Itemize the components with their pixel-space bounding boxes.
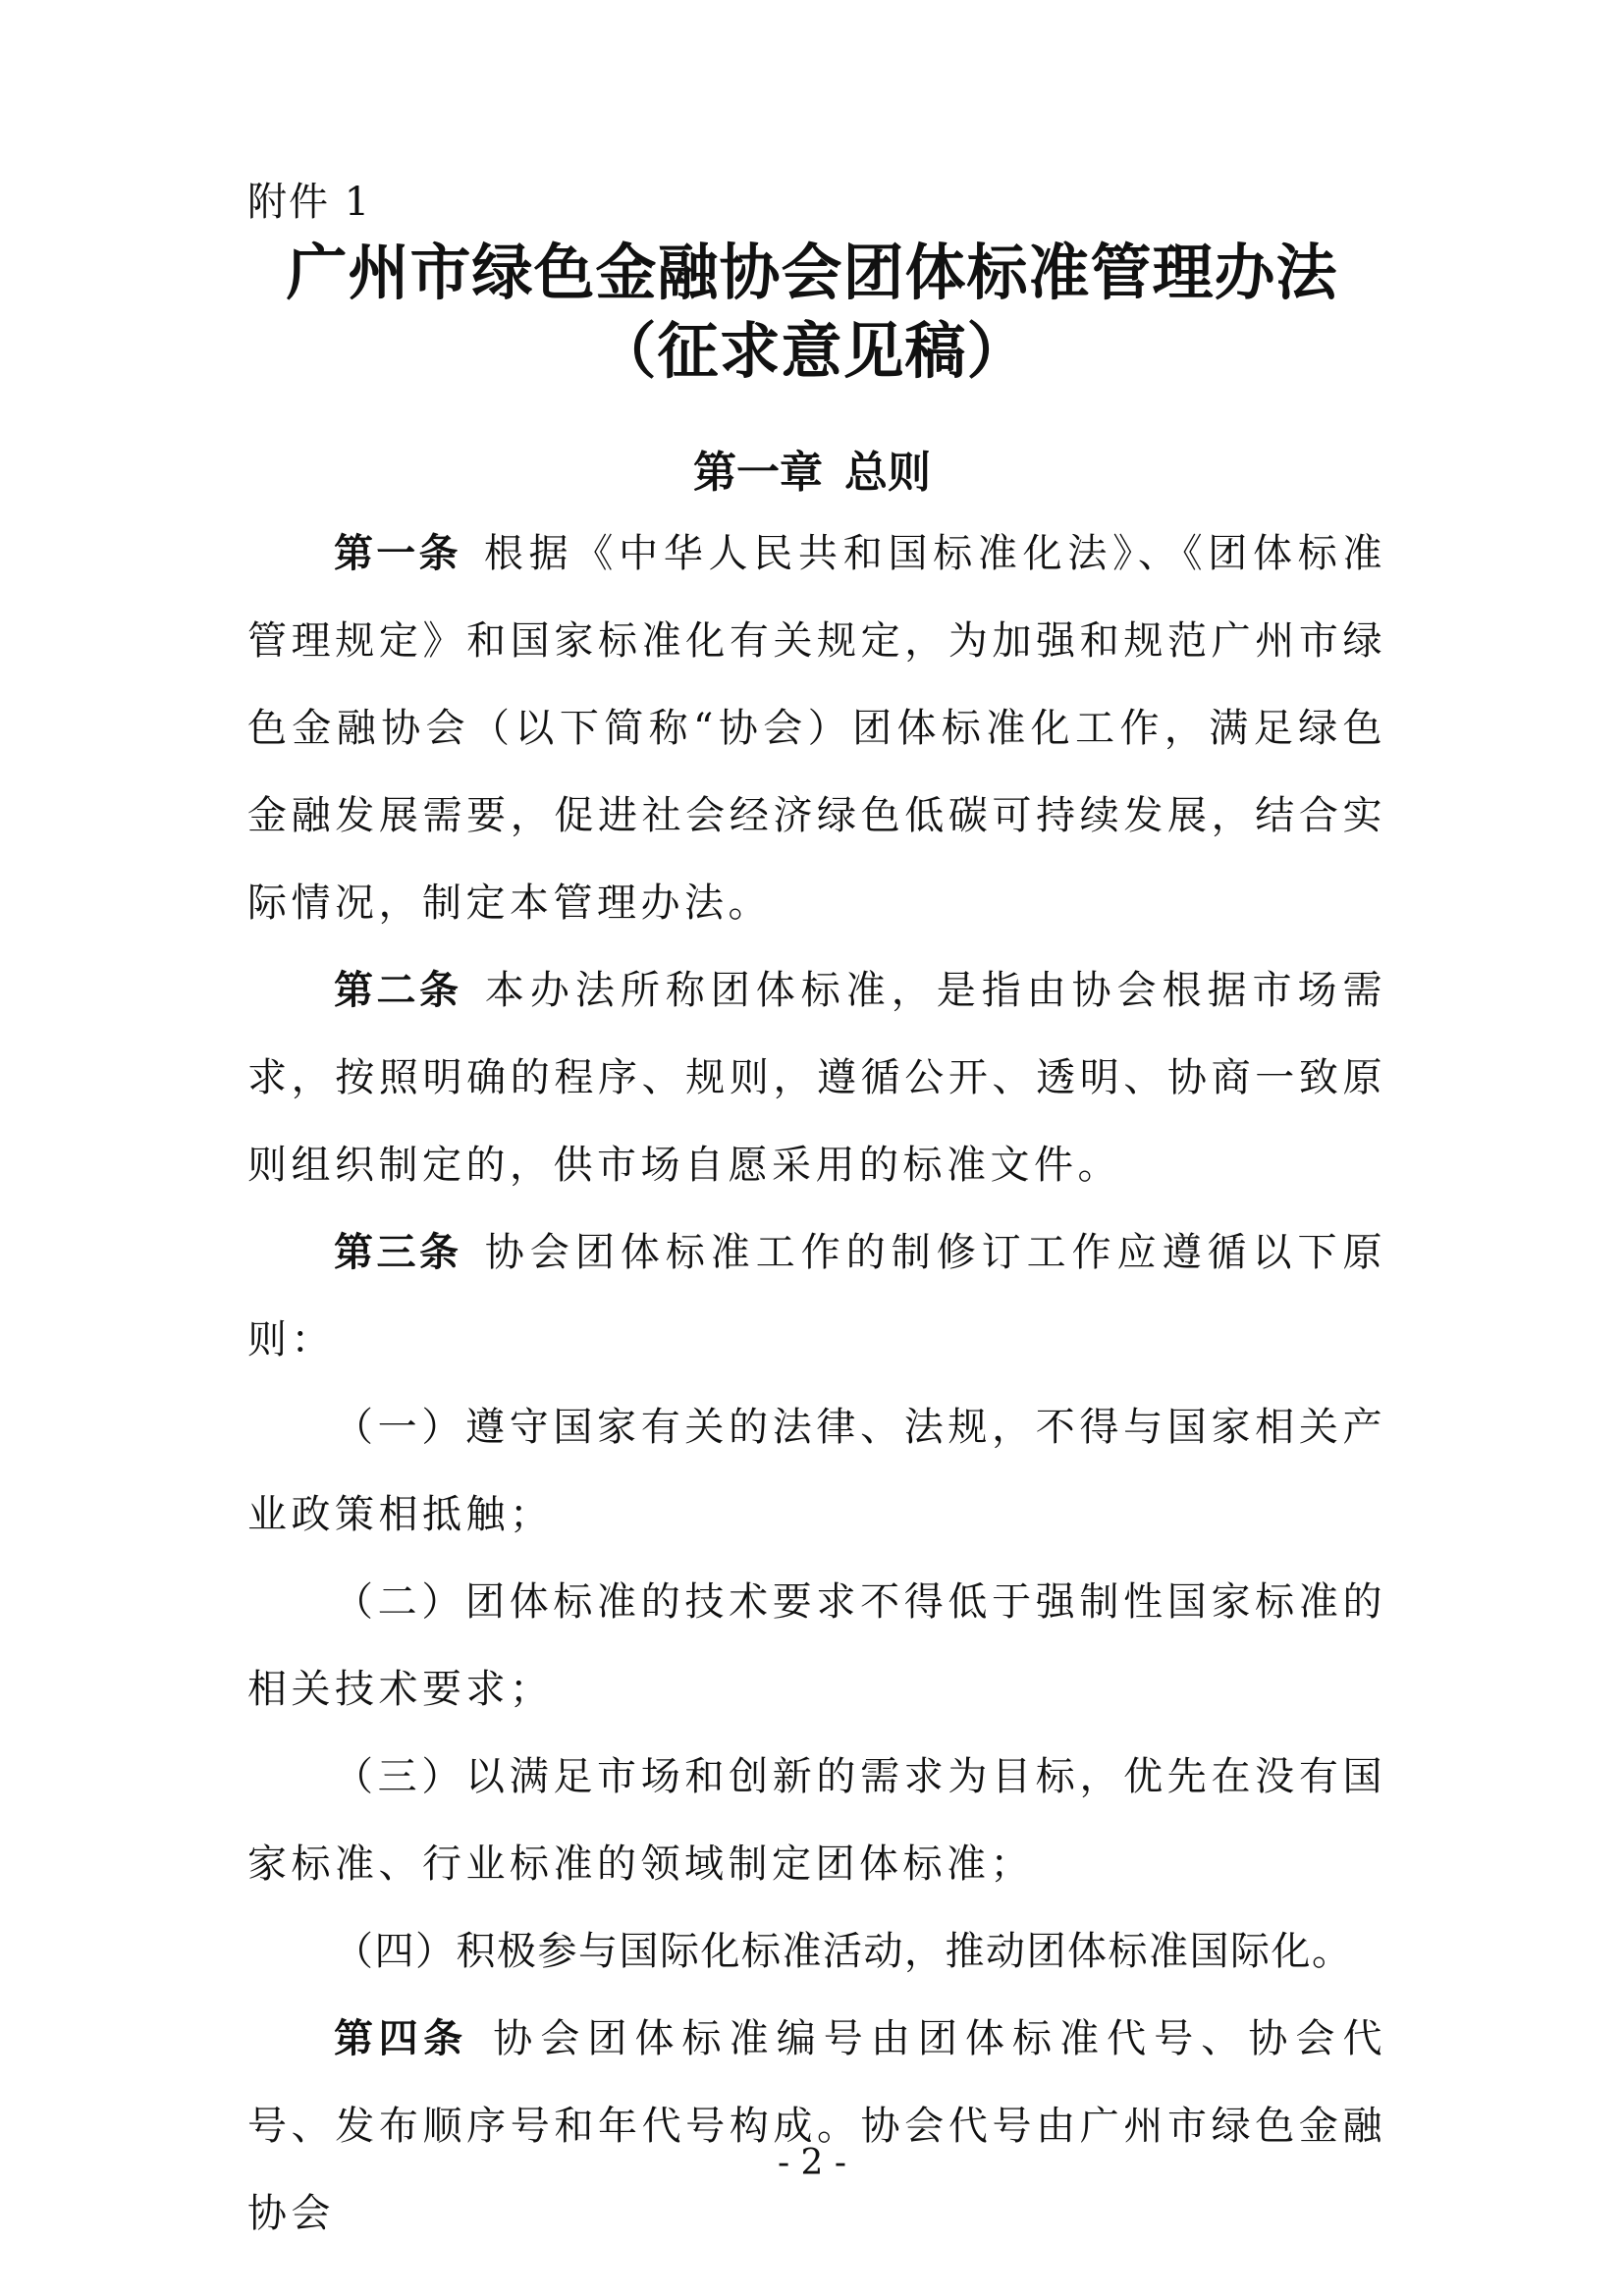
chapter-name: 总则 bbox=[844, 448, 931, 498]
article-2 bbox=[247, 947, 1386, 1209]
principle-item: （一）遵守国家有关的法律、法规，不得与国家相关产业政策相抵触； bbox=[247, 1405, 1386, 1537]
article-text: 协会团体标准工作的制修订工作应遵循以下原则： bbox=[247, 1230, 1387, 1362]
principle-item: （二）团体标准的技术要求不得低于强制性国家标准的相关技术要求； bbox=[247, 1579, 1386, 1712]
chapter-number: 第一章 bbox=[693, 448, 823, 498]
principle-item: （三）以满足市场和创新的需求为目标，优先在没有国家标准、行业标准的领域制定团体标准； bbox=[247, 1754, 1386, 1887]
article-text: 根据《中华人民共和国标准化法》、《团体标准管理规定》和国家标准化有关规定，为加强和规范广州市绿色金融协会（以下简称“协会）团体标准化工作，满足绿色金融发展需要，促进社会经济绿色低碳可持续发展，结合实际情况，制定本管理办法。 bbox=[247, 531, 1386, 926]
principle-item: （四）积极参与国际化标准活动，推动团体标准国际化。 bbox=[334, 1929, 1353, 1974]
article-3 bbox=[247, 1209, 1386, 1384]
chapter-heading bbox=[0, 444, 1624, 503]
article-label: 第三条 bbox=[334, 1230, 462, 1275]
document-subtitle: （征求意见稿） bbox=[595, 315, 1029, 387]
article-label: 第二条 bbox=[334, 968, 462, 1013]
page-number: - 2 - bbox=[777, 2143, 847, 2183]
article-text: 协会团体标准编号由团体标准代号、协会代号、发布顺序号和年代号构成。协会代号由广州市绿色金融协会 bbox=[247, 2016, 1387, 2236]
article-label: 第四条 bbox=[334, 2016, 468, 2061]
article-text: 本办法所称团体标准，是指由协会根据市场需求，按照明确的程序、规则，遵循公开、透明、协商一致原则组织制定的，供市场自愿采用的标准文件。 bbox=[247, 968, 1387, 1188]
body-text bbox=[247, 510, 1386, 2258]
article-1 bbox=[247, 510, 1386, 947]
document-title: 广州市绿色金融协会团体标准管理办法 bbox=[286, 237, 1338, 308]
article-label: 第一条 bbox=[334, 531, 461, 576]
article-4 bbox=[247, 1996, 1386, 2258]
attachment-label: 附件 1 bbox=[247, 180, 372, 225]
